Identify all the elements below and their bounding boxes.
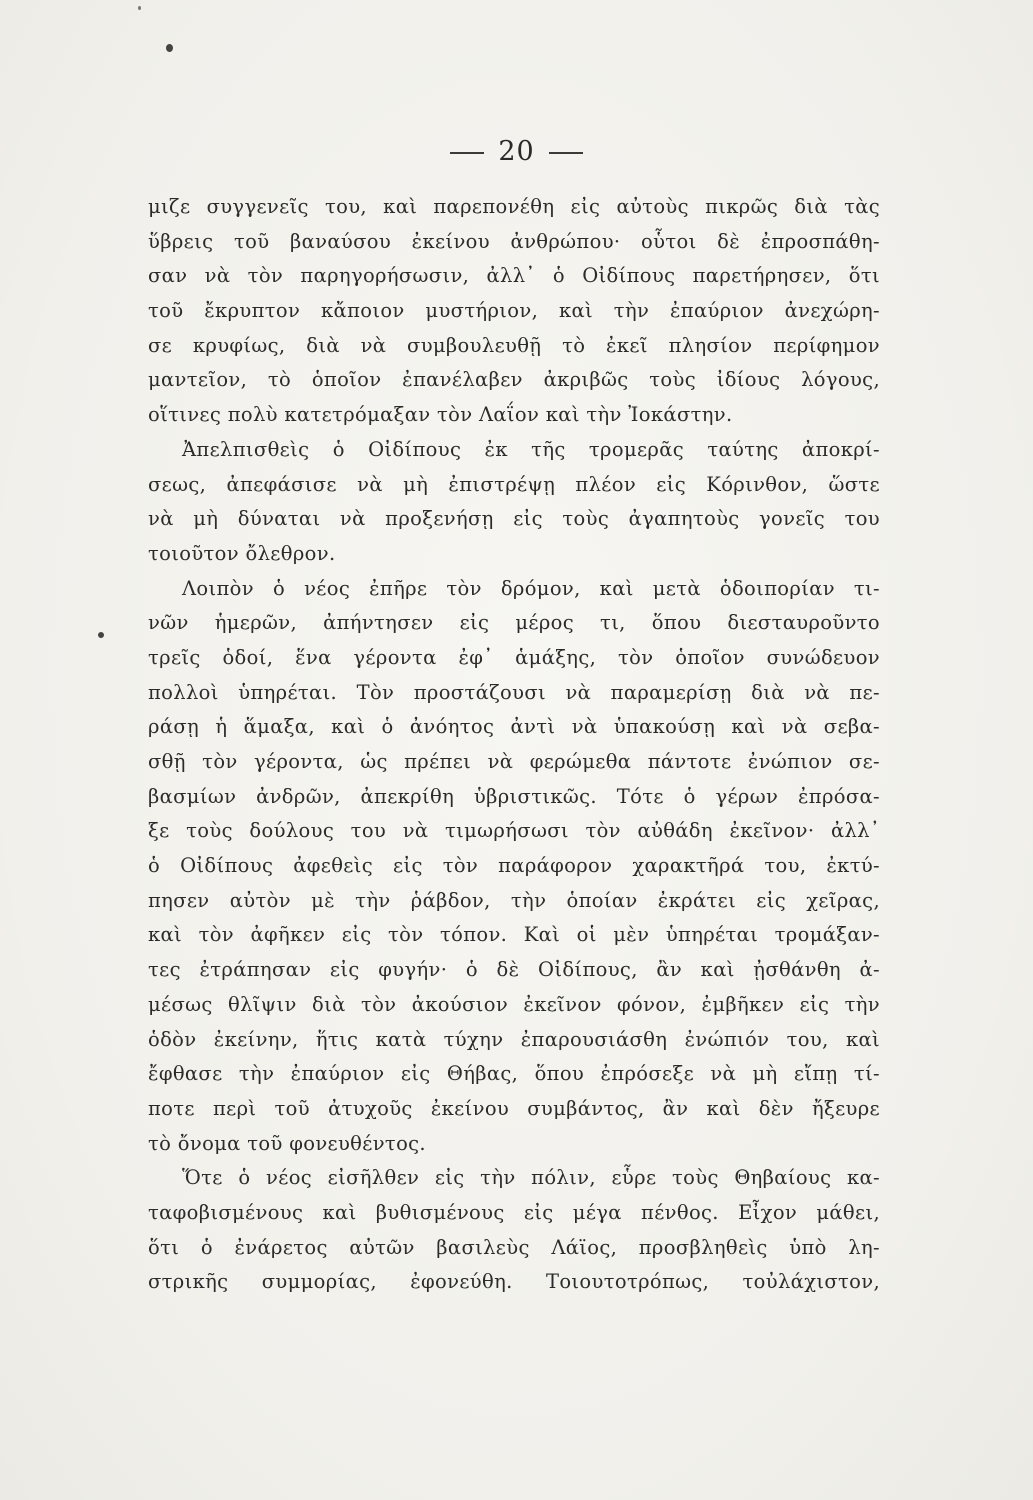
ink-speck (166, 44, 173, 52)
text-line: βασμίων ἀνδρῶν, ἀπεκρίθη ὑβριστικῶς. Τότε ὁ γέρων ἐπρόσα- (148, 784, 880, 808)
text-line: ράσῃ ἡ ἅμαξα, καὶ ὁ ἀνόητος ἀντὶ νὰ ὑπακούσῃ καὶ νὰ σεβα- (148, 715, 880, 739)
body-text (148, 190, 880, 1300)
text-line: Λοιπὸν ὁ νέος ἐπῆρε τὸν δρόμον, καὶ μετὰ ὁδοιπορίαν τι- (182, 576, 880, 600)
text-line: τοῦ ἔκρυπτον κἄποιον μυστήριον, καὶ τὴν ἐπαύριον ἀνεχώρη- (148, 299, 880, 323)
text-line: σαν νὰ τὸν παρηγορήσωσιν, ἀλλ᾽ ὁ Οἰδίπους παρετήρησεν, ὅτι (148, 264, 880, 288)
ink-speck (98, 632, 104, 638)
text-line: τοιοῦτον ὄλεθρον. (148, 541, 336, 565)
text-line: Ὅτε ὁ νέος εἰσῆλθεν εἰς τὴν πόλιν, εὗρε τοὺς Θηβαίους κα- (182, 1166, 880, 1190)
text-line: τὸ ὄνομα τοῦ φονευθέντος. (148, 1131, 426, 1155)
text-line: οἵτινες πολὺ κατετρόμαξαν τὸν Λαΐον καὶ τὴν Ἰοκάστην. (148, 403, 733, 427)
text-line: σεως, ἀπεφάσισε νὰ μὴ ἐπιστρέψῃ πλέον εἰς Κόρινθον, ὥστε (148, 472, 880, 496)
page-number: 20 (498, 136, 535, 167)
page-number-header (0, 136, 1033, 167)
text-line: πησεν αὐτὸν μὲ τὴν ῥάβδον, τὴν ὁποίαν ἐκράτει εἰς χεῖρας, (148, 888, 880, 912)
text-line: σθῇ τὸν γέροντα, ὡς πρέπει νὰ φερώμεθα πάντοτε ἐνώπιον σε- (148, 750, 880, 773)
text-line: μαντεῖον, τὸ ὁποῖον ἐπανέλαβεν ἀκριβῶς τοὺς ἰδίους λόγους, (148, 368, 880, 392)
text-line: Ἀπελπισθεὶς ὁ Οἰδίπους ἐκ τῆς τρομερᾶς ταύτης ἀποκρί- (182, 437, 880, 461)
text-line: σε κρυφίως, διὰ νὰ συμβουλευθῇ τὸ ἐκεῖ πλησίον περίφημον (148, 333, 880, 357)
text-line: ξε τοὺς δούλους του νὰ τιμωρήσωσι τὸν αὐθάδη ἐκεῖνον· ἀλλ᾽ (148, 819, 880, 843)
text-line: μιζε συγγενεῖς του, καὶ παρεπονέθη εἰς αὐτοὺς πικρῶς διὰ τὰς (148, 195, 880, 218)
text-line: τρεῖς ὁδοί, ἕνα γέροντα ἐφ᾽ ἁμάξης, τὸν ὁποῖον συνώδευον (148, 645, 880, 669)
text-line: ὅτι ὁ ἐνάρετος αὐτῶν βασιλεὺς Λάϊος, προσβληθεὶς ὑπὸ λη- (148, 1235, 880, 1259)
text-line: νῶν ἡμερῶν, ἀπήντησεν εἰς μέρος τι, ὅπου διεσταυροῦντο (148, 611, 880, 635)
text-line: στρικῆς συμμορίας, ἐφονεύθη. Τοιουτοτρόπως, τοὐλάχιστον, (148, 1270, 880, 1294)
text-line: ταφοβισμένους καὶ βυθισμένους εἰς μέγα πένθος. Εἶχον μάθει, (148, 1200, 880, 1224)
text-line: ἔφθασε τὴν ἐπαύριον εἰς Θήβας, ὅπου ἐπρόσεξε νὰ μὴ εἴπῃ τί- (148, 1062, 880, 1086)
text-line: ὕβρεις τοῦ βαναύσου ἐκείνου ἀνθρώπου· οὗτοι δὲ ἐπροσπάθη- (148, 229, 880, 253)
text-line: καὶ τὸν ἀφῆκεν εἰς τὸν τόπον. Καὶ οἱ μὲν ὑπηρέται τρομάξαν- (148, 923, 880, 947)
header-dash-right (549, 152, 583, 154)
text-line: πολλοὶ ὑπηρέται. Τὸν προστάζουσι νὰ παραμερίσῃ διὰ νὰ πε- (148, 680, 880, 704)
text-line: νὰ μὴ δύναται νὰ προξενήσῃ εἰς τοὺς ἀγαπητοὺς γονεῖς του (148, 507, 880, 531)
text-line: ὁ Οἰδίπους ἀφεθεὶς εἰς τὸν παράφορον χαρακτῆρά του, ἐκτύ- (148, 854, 880, 878)
text-line: ποτε περὶ τοῦ ἀτυχοῦς ἐκείνου συμβάντος, ἂν καὶ δὲν ἤξευρε (148, 1096, 880, 1120)
text-line: ὁδὸν ἐκείνην, ἥτις κατὰ τύχην ἐπαρουσιάσθη ἐνώπιόν του, καὶ (148, 1027, 880, 1051)
ink-speck (138, 6, 141, 10)
text-line: τες ἐτράπησαν εἰς φυγήν· ὁ δὲ Οἰδίπους, ἂν καὶ ᾐσθάνθη ἀ- (148, 958, 880, 982)
text-line: μέσως θλῖψιν διὰ τὸν ἀκούσιον ἐκεῖνον φόνον, ἐμβῆκεν εἰς τὴν (148, 992, 880, 1016)
header-dash-left (450, 152, 484, 154)
